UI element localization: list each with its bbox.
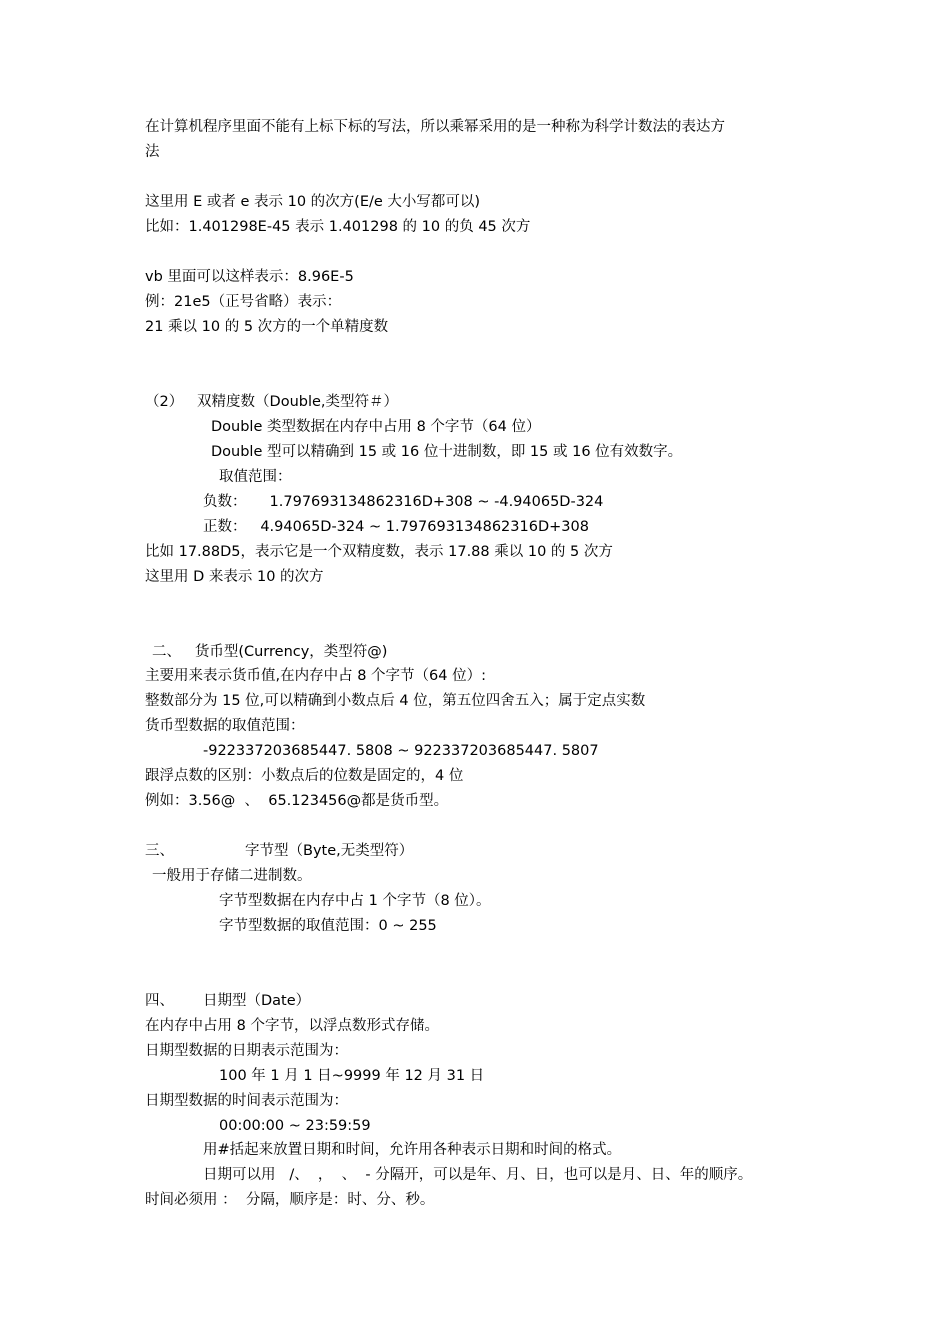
text-line: 用#括起来放置日期和时间，允许用各种表示日期和时间的格式。 — [203, 1142, 622, 1158]
text-line: 在内存中占用 8 个字节，以浮点数形式存储。 — [145, 1018, 439, 1034]
section-number: 四、 — [145, 993, 174, 1009]
text-line: 正数： 4.94065D-324 ~ 1.797693134862316D+308 — [203, 519, 589, 535]
text-line: 日期型数据的日期表示范围为： — [145, 1043, 348, 1059]
text-line: 100 年 1 月 1 日~9999 年 12 月 31 日 — [219, 1068, 485, 1084]
text-line: 跟浮点数的区别：小数点后的位数是固定的，4 位 — [145, 768, 464, 784]
text-line: 负数： 1.797693134862316D+308 ~ -4.94065D-324 — [203, 494, 604, 510]
section-heading: 日期型（Date） — [203, 993, 311, 1009]
text-line: Double 型可以精确到 15 或 16 位十进制数，即 15 或 16 位有效数字。 — [211, 444, 683, 460]
section-heading: （2） 双精度数（Double,类型符＃） — [145, 394, 399, 410]
text-line: 比如 17.88D5，表示它是一个双精度数，表示 17.88 乘以 10 的 5 次方 — [145, 544, 613, 560]
text-line: 比如：1.401298E-45 表示 1.401298 的 10 的负 45 次方 — [145, 219, 531, 235]
text-line: 法 — [145, 144, 160, 160]
text-line: 一般用于存储二进制数。 — [152, 868, 312, 884]
text-line: 这里用 E 或者 e 表示 10 的次方(E/e 大小写都可以) — [145, 194, 481, 210]
text-line: 主要用来表示货币值,在内存中占 8 个字节（64 位）: — [145, 668, 486, 684]
text-line: 日期型数据的时间表示范围为： — [145, 1093, 348, 1109]
section-heading: 字节型（Byte,无类型符） — [245, 843, 414, 859]
text-line: 时间必须用 ： 分隔，顺序是：时、分、秒。 — [145, 1192, 435, 1208]
text-line: 取值范围： — [219, 469, 292, 485]
text-line: 字节型数据的取值范围：0 ~ 255 — [219, 918, 437, 934]
text-line: 00:00:00 ~ 23:59:59 — [219, 1118, 371, 1134]
section-heading: 二、 货币型(Currency，类型符@) — [152, 644, 388, 660]
section-number: 三、 — [145, 843, 174, 859]
text-line: 这里用 D 来表示 10 的次方 — [145, 569, 324, 585]
text-line: 字节型数据在内存中占 1 个字节（8 位）。 — [219, 893, 491, 909]
text-line: 21 乘以 10 的 5 次方的一个单精度数 — [145, 319, 389, 335]
text-line: 日期可以用 /、 ， 、 - 分隔开，可以是年、月、日，也可以是月、日、年的顺序。 — [203, 1167, 753, 1183]
text-line: 在计算机程序里面不能有上标下标的写法，所以乘幂采用的是一种称为科学计数法的表达方 — [145, 119, 725, 135]
text-line: 整数部分为 15 位,可以精确到小数点后 4 位，第五位四舍五入；属于定点实数 — [145, 693, 646, 709]
text-line: 货币型数据的取值范围： — [145, 718, 305, 734]
text-line: 例：21e5（正号省略）表示： — [145, 294, 342, 310]
text-line: -922337203685447. 5808 ~ 922337203685447. 5807 — [203, 743, 599, 759]
text-line: Double 类型数据在内存中占用 8 个字节（64 位） — [211, 419, 541, 435]
text-line: vb 里面可以这样表示：8.96E-5 — [145, 269, 354, 285]
text-line: 例如：3.56@ 、 65.123456@都是货币型。 — [145, 793, 449, 809]
